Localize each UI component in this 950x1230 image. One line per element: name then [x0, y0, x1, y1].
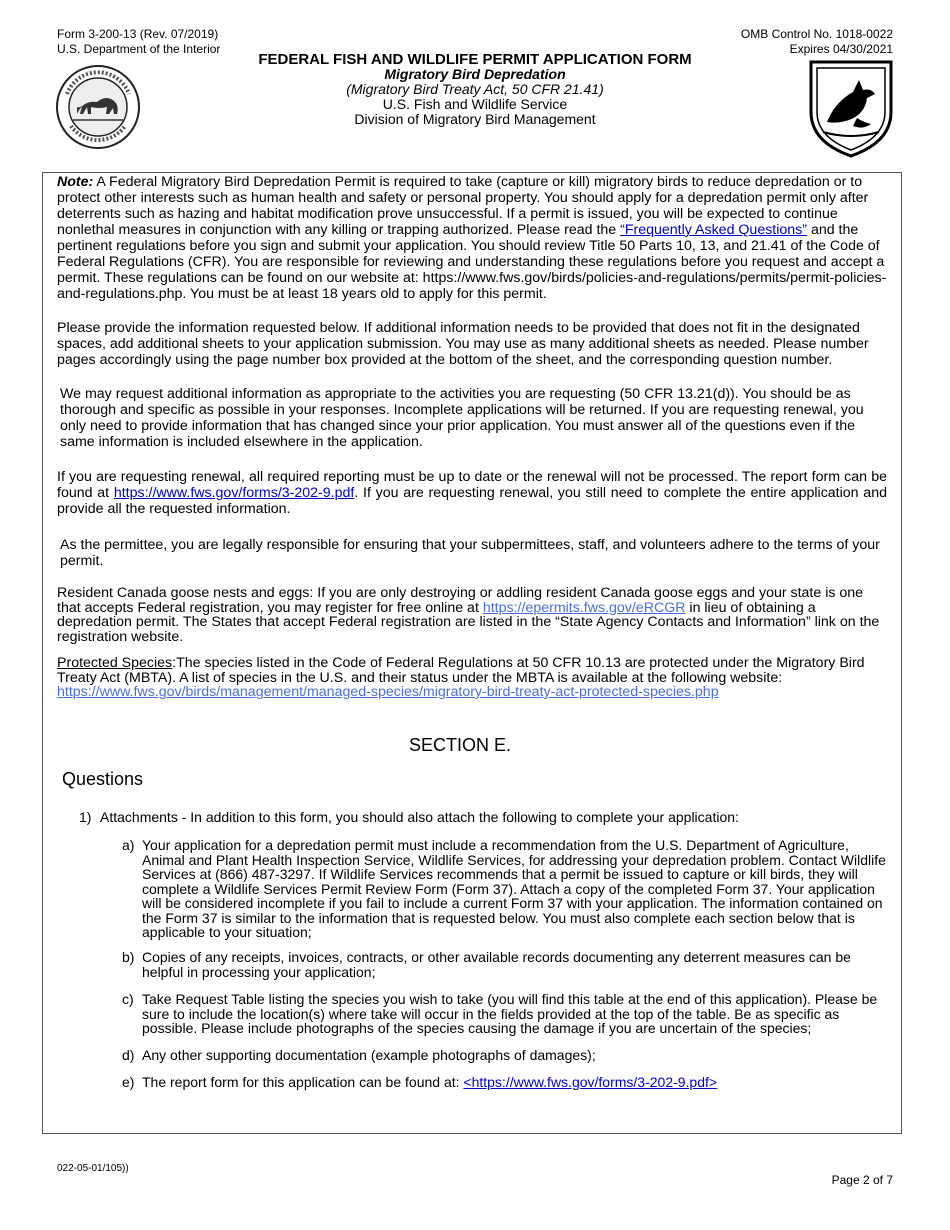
report-form-link-2[interactable]: <https://www.fws.gov/forms/3-202-9.pdf>: [463, 1074, 718, 1090]
form-act: (Migratory Bird Treaty Act, 50 CFR 21.41): [346, 81, 604, 97]
question-1-text: Attachments - In addition to this form, you should also attach the following to complete your application:: [100, 809, 739, 825]
note-text-1: A Federal Migratory Bird Depredation Permit is required to take (capture or kill) migratory birds to reduce depredation or to protect other interests such as human health and safety or personal property. You should apply for a depredation permit only after deterrents such as hazing and habitat modification prove unsuccessful. If a permit is issued, you will be expected to continue nonlethal measures in conjunction with any killing or trapping authorized. Please read the: [57, 174, 869, 238]
renewal-text-1: If you are requesting renewal, all required reporting must be up to date or the renewal will not be processed. The report form can be found at: [57, 469, 887, 501]
item-c-text: Take Request Table listing the species you wish to take (you will find this table at the end of this application). Please be sure to include the location(s) where take will occur in the fields provided at the top of the table. Be as specific as possible. Please include photographs of the species causing the damage if you are uncertain of the species;: [142, 991, 878, 1036]
note-text-2: and the pertinent regulations before you sign and submit your application. You should review Title 50 Parts 10, 13, and 21.41 of the Code of Federal Regulations (CFR). You are responsible for reviewing and understanding these regulations before you request and accept a permit. These regulations can be found on our website at: https://www.fws.gov/birds/policies-and-regulations/permits/permit-policies-and-regulations.php. You must be at least 18 years old to apply for this permit.: [57, 222, 887, 302]
goose-text-2: in lieu of obtaining a depredation permit. The States that accept Federal registration are listed in the “State Agency Contacts and Information” link on the registration website.: [57, 599, 880, 645]
item-d-letter: d): [122, 1047, 135, 1063]
department-name: U.S. Department of the Interior: [57, 42, 221, 56]
item-e-letter: e): [122, 1074, 135, 1090]
protected-species-label: Protected Species: [57, 655, 173, 671]
note-paragraph: [57, 174, 887, 302]
form-title: FEDERAL FISH AND WILDLIFE PERMIT APPLICATION FORM: [258, 51, 692, 68]
expiration-date: Expires 04/30/2021: [789, 42, 893, 56]
footer-code: 022-05-01/105)): [57, 1163, 129, 1174]
goose-paragraph: [57, 586, 887, 644]
note-label: Note:: [57, 174, 94, 190]
item-b-letter: b): [122, 949, 135, 965]
request-paragraph: We may request additional information as appropriate to the activities you are requesting (50 CFR 13.21(d)). You should be as thorough and specific as possible in your responses. Incomplete applications will be returned. If you are requesting renewal, you only need to provide information that has changed since your prior application. You must answer all of the questions even if the same information is included elsewhere in the application.: [60, 386, 864, 450]
form-header: [0, 52, 950, 127]
item-e: [142, 1075, 890, 1090]
item-a-letter: a): [122, 837, 135, 853]
faq-link[interactable]: “Frequently Asked Questions”: [620, 222, 807, 238]
item-b-text: Copies of any receipts, invoices, contracts, or other available records documenting any deterrent measures can be helpful in processing your application;: [142, 949, 851, 980]
info-paragraph: Please provide the information requested below. If additional information needs to be provided that does not fit in the designated spaces, add additional sheets to your application submission. You may use as many additional sheets as needed. Please number pages accordingly using the page number box provided at the bottom of the sheet, and the corresponding question number.: [57, 320, 869, 368]
goose-text-1: Resident Canada goose nests and eggs: If you are only destroying or addling resident Canada goose eggs and your state is one that accepts Federal registration, you may register for free online at: [57, 585, 864, 616]
permittee-paragraph: As the permittee, you are legally responsible for ensuring that your subpermittees, staff, and volunteers adhere to the terms of your permit.: [60, 537, 880, 569]
protected-species-paragraph: [57, 656, 887, 700]
protected-species-text: :The species listed in the Code of Federal Regulations at 50 CFR 10.13 are protected under the Migratory Bird Treaty Act (MBTA). A list of species in the U.S. and their status under the MBTA is available at the following website:: [57, 655, 865, 686]
form-number: Form 3-200-13 (Rev. 07/2019): [57, 27, 219, 41]
item-e-text: The report form for this application can be found at:: [142, 1074, 464, 1090]
item-c-letter: c): [122, 991, 134, 1007]
page-number: Page 2 of 7: [831, 1173, 893, 1187]
content-box: [42, 172, 902, 1134]
form-subtitle: Migratory Bird Depredation: [384, 66, 566, 82]
question-1-number: 1): [79, 809, 92, 825]
section-title: SECTION E.: [408, 735, 511, 755]
agency-name: U.S. Fish and Wildlife Service: [382, 96, 568, 112]
renewal-text-2: . If you are requesting renewal, you still need to complete the entire application and provide all the requested information.: [57, 485, 887, 517]
omb-control-number: OMB Control No. 1018-0022: [740, 27, 893, 41]
questions-heading: Questions: [62, 769, 144, 789]
renewal-paragraph: [57, 469, 887, 517]
report-form-link[interactable]: https://www.fws.gov/forms/3-202-9.pdf: [113, 485, 355, 501]
item-d-text: Any other supporting documentation (example photographs of damages);: [142, 1047, 596, 1063]
ercgr-link[interactable]: https://epermits.fws.gov/eRCGR: [482, 599, 686, 616]
division-name: Division of Migratory Bird Management: [354, 111, 596, 127]
protected-species-link[interactable]: https://www.fws.gov/birds/management/managed-species/migratory-bird-treaty-act-protected-species.php: [57, 684, 719, 700]
item-a-text: Your application for a depredation permit must include a recommendation from the U.S. Department of Agriculture, Animal and Plant Health Inspection Service, Wildlife Services, for addressing your depredation problem. Contact Wildlife Services at (866) 487-3297. If Wildlife Services recommends that a permit be issued to capture or kill birds, they will complete a Wildlife Services Permit Review Form (Form 37). Attach a copy of the completed Form 37. Your application will be considered incomplete if you fail to include a current Form 37 with your application. The information contained on the Form 37 is similar to the information that is requested below. You must also complete each section below that is applicable to your situation;: [142, 837, 886, 940]
